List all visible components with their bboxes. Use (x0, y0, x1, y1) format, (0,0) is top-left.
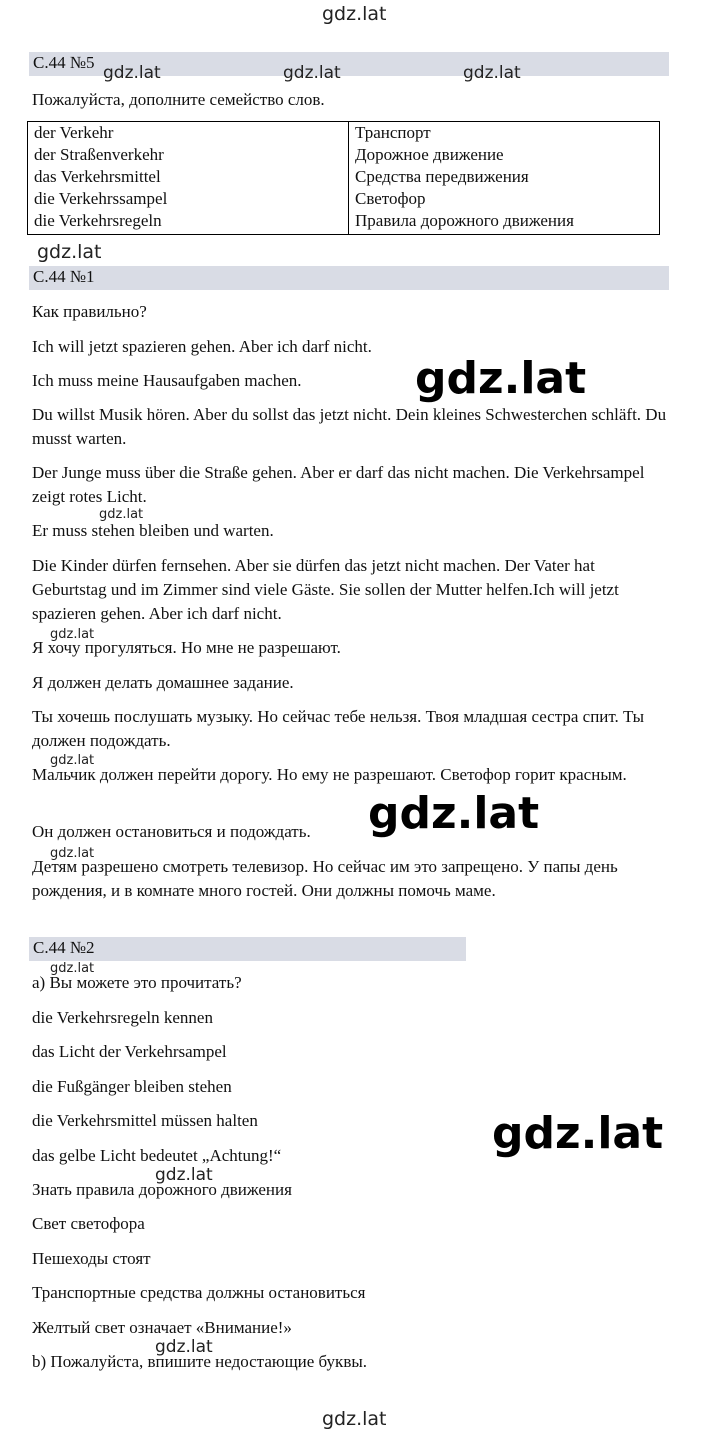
text-line: Свет светофора (32, 1214, 145, 1233)
text-line: das gelbe Licht bedeutet „Achtung!“ (32, 1146, 282, 1165)
russian-word: Светофор (355, 189, 426, 208)
text-line: die Verkehrsregeln kennen (32, 1008, 213, 1027)
watermark: gdz.lat (50, 627, 95, 642)
section-5-instruction: Пожалуйста, дополните семейство слов. (32, 90, 325, 109)
text-line: Знать правила дорожного движения (32, 1180, 292, 1199)
watermark: gdz.lat (463, 63, 521, 83)
section-1-header: С.44 №1 (33, 267, 95, 286)
text-paragraph: Детям разрешено смотреть телевизор. Но сейчас им это запрещено. У папы день рождения, и в комнате много гостей. Они должны помочь маме. (32, 857, 618, 900)
russian-word: Транспорт (355, 123, 431, 142)
text-line: Я должен делать домашнее задание. (32, 673, 294, 692)
section-2-header-bar (29, 937, 466, 961)
text-paragraph: Ты хочешь послушать музыку. Но сейчас тебе нельзя. Твоя младшая сестра спит. Ты должен подождать. (32, 707, 645, 750)
text-line: Er muss stehen bleiben und warten. (32, 521, 274, 540)
german-word: das Verkehrsmittel (34, 167, 161, 186)
text-paragraph: Мальчик должен перейти дорогу. Но ему не разрешают. Светофор горит красным. (32, 765, 627, 784)
text-line: Он должен остановиться и подождать. (32, 822, 311, 841)
watermark: gdz.lat (155, 1337, 213, 1357)
watermark: gdz.lat (103, 63, 161, 83)
watermark: gdz.lat (415, 353, 587, 404)
watermark: gdz.lat (99, 507, 144, 522)
text-line: Ich will jetzt spazieren gehen. Aber ich darf nicht. (32, 337, 372, 356)
watermark: gdz.lat (322, 1408, 387, 1430)
watermark: gdz.lat (50, 846, 95, 861)
watermark: gdz.lat (283, 63, 341, 83)
text-paragraph: Die Kinder dürfen fernsehen. Aber sie dürfen das jetzt nicht machen. Der Vater hat Geburtstag und im Zimmer sind viele Gäste. Sie sollen der Mutter helfen.Ich will jetzt spazieren gehen. Aber ich darf nicht. (32, 556, 619, 623)
russian-word: Правила дорожного движения (355, 211, 574, 230)
watermark: gdz.lat (322, 3, 387, 25)
watermark: gdz.lat (37, 241, 102, 263)
text-line: Я хочу прогуляться. Но мне не разрешают. (32, 638, 341, 657)
text-line: das Licht der Verkehrsampel (32, 1042, 227, 1061)
text-line: Желтый свет означает «Внимание!» (32, 1318, 292, 1337)
watermark: gdz.lat (50, 961, 95, 976)
german-word: die Verkehrsregeln (34, 211, 162, 230)
text-line: Пешеходы стоят (32, 1249, 151, 1268)
watermark: gdz.lat (492, 1108, 664, 1159)
text-line: a) Вы можете это прочитать? (32, 973, 242, 992)
german-word: die Verkehrssampel (34, 189, 168, 208)
german-word: der Verkehr (34, 123, 114, 142)
watermark: gdz.lat (368, 788, 540, 839)
text-line: die Fußgänger bleiben stehen (32, 1077, 232, 1096)
section-5-header: С.44 №5 (33, 53, 95, 72)
section-1-header-bar (29, 266, 669, 290)
russian-column (349, 122, 660, 235)
text-line: Транспортные средства должны остановиться (32, 1283, 366, 1302)
vocabulary-table (27, 121, 660, 235)
section-2-header: С.44 №2 (33, 938, 95, 957)
text-paragraph: Der Junge muss über die Straße gehen. Aber er darf das nicht machen. Die Verkehrsampel zeigt rotes Licht. (32, 463, 645, 506)
text-paragraph: Du willst Musik hören. Aber du sollst das jetzt nicht. Dein kleines Schwesterchen schläft. Du musst warten. (32, 405, 667, 448)
section-1-question: Как правильно? (32, 302, 147, 321)
text-line: Ich muss meine Hausaufgaben machen. (32, 371, 302, 390)
russian-word: Дорожное движение (355, 145, 504, 164)
watermark: gdz.lat (155, 1165, 213, 1185)
table-row (28, 122, 660, 235)
text-line: b) Пожалуйста, впишите недостающие буквы. (32, 1352, 368, 1371)
text-line: die Verkehrsmittel müssen halten (32, 1111, 258, 1130)
german-column (28, 122, 349, 235)
watermark: gdz.lat (50, 753, 95, 768)
russian-word: Средства передвижения (355, 167, 529, 186)
german-word: der Straßenverkehr (34, 145, 164, 164)
